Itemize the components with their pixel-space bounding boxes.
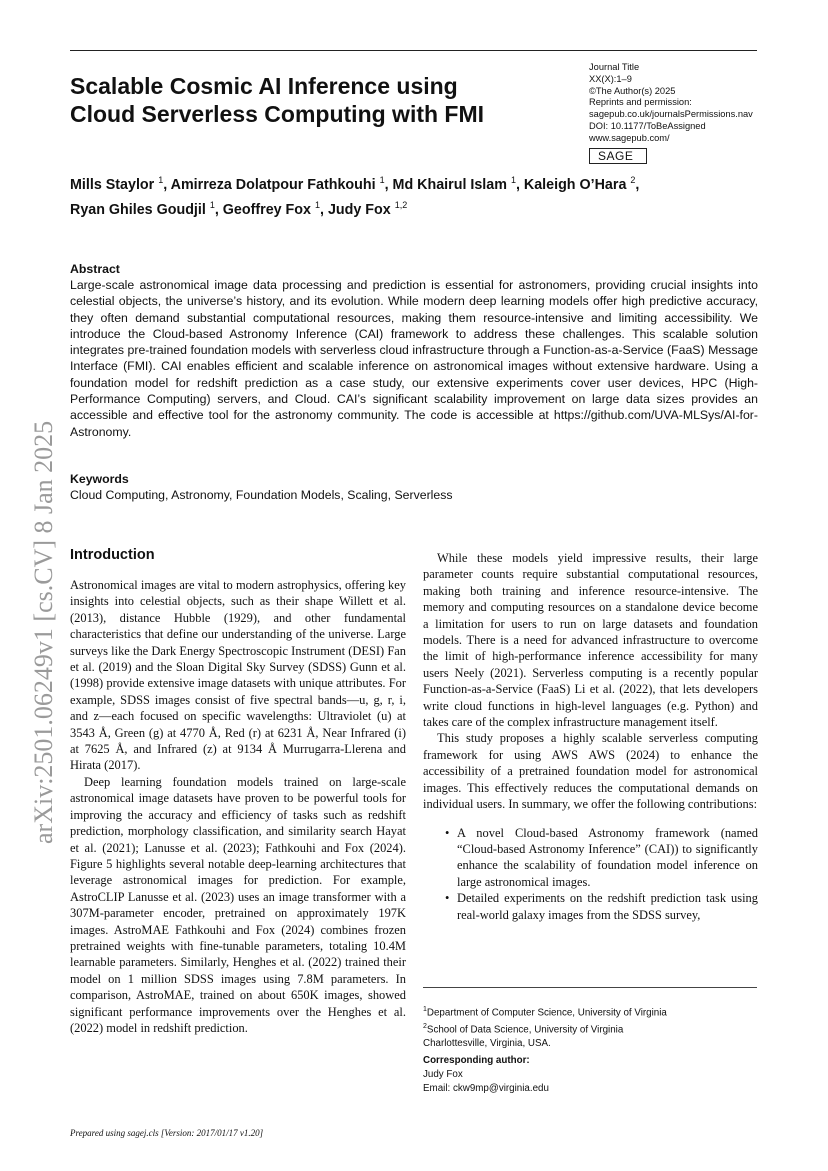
author-name: Judy Fox <box>327 201 391 218</box>
affiliation-line: Charlottesville, Virginia, USA. <box>423 1037 551 1049</box>
intro-paragraph-4: This study proposes a highly scalable serverless computing framework for using AWS AWS (2024) to enhance the accessibility of a pretrained foundation model for astronomical images. This effectively reduces the computational demands on individual users. In summary, we offer the following contributions: <box>423 731 758 812</box>
author-name: Kaleigh O’Hara <box>523 176 627 193</box>
journal-volume: XX(X):1–9 <box>589 73 632 84</box>
journal-doi: DOI: 10.1177/ToBeAssigned <box>589 120 706 131</box>
affiliation-line: $^2$School of Data Science, University of Virginia <box>423 1022 624 1036</box>
author-affiliation-mark: 1 <box>314 199 320 210</box>
keywords-text: Cloud Computing, Astronomy, Foundation Models, Scaling, Serverless <box>70 488 453 502</box>
affiliation-line: $^1$Department of Computer Science, University of Virginia <box>423 1006 667 1019</box>
intro-paragraph-2: Deep learning foundation models trained on large-scale astronomical image datasets have proven to be powerful tools for improving the accuracy and efficiency of tasks such as redshift prediction, morphology classification, and similarity search Hayat et al. (2021); Lanusse et al. (2023); Fathkouhi and Fox (2024). Figure 5 highlights several notable deep-learning architectures that leverage astronomical images for prediction. For example, AstroCLIP Lanusse et al. (2023) uses an image transformer with a 307M-parameter encoder, pretrained on approximately 197K images. AstroMAE Fathkouhi and Fox (2024) combines frozen pretrained weights with fine-tunable parameters, totaling 10.4M learnable parameters. Similarly, Henghes et al. (2022) trained their model on 1 million SDSS images using 7.8M parameters. In comparison, AstroMAE, trained on about 650K images, showed significant performance improvements over the Henghes et al. (2022) model in redshift prediction. <box>70 774 406 1035</box>
bullet-icon: • <box>445 825 450 840</box>
author-affiliation-mark: 1 <box>379 175 385 185</box>
affiliation-mark: 2 <box>423 1022 427 1030</box>
journal-copyright: ©The Author(s) 2025 <box>589 85 676 96</box>
journal-title: Journal Title <box>589 62 640 72</box>
contribution-text: A novel Cloud-based Astronomy framework (named “Cloud-based Astronomy Inference” (CAI)) to significantly enhance the scalability of foundation model inference on large astronomical images. <box>457 825 758 889</box>
keywords-heading: Keywords <box>70 472 129 486</box>
abstract-heading: Abstract <box>70 262 120 276</box>
author-name: Geoffrey Fox <box>222 201 311 218</box>
paper-title <box>70 72 550 128</box>
contributions-list <box>423 825 758 923</box>
author-affiliation-mark: 2 <box>630 175 636 185</box>
bullet-icon: • <box>445 891 450 906</box>
author-name: Mills Staylor <box>70 176 155 193</box>
author <box>171 177 385 193</box>
author-affiliation-mark: 1 <box>510 175 516 185</box>
affiliation-mark: 1 <box>423 1006 427 1013</box>
corresponding-email[interactable]: Email: ckw9mp@virginia.edu <box>423 1083 549 1094</box>
abstract-text: Large-scale astronomical image data processing and prediction is essential for astronomers, providing crucial insights into celestial objects, the universe’s history, and its evolution. While modern deep learning models offer high predictive accuracy, they often demand substantial computational resources, making them resource-intensive and limiting accessibility. We introduce the Cloud-based Astronomy Inference (CAI) framework to address these challenges. This scalable solution integrates pre-trained foundation models with serverless cloud infrastructure through a Function-as-a-Service (FaaS) Message Interface (FMI). CAI enables efficient and scalable inference on astronomical images without extensive hardware. Using a foundation model for redshift prediction as a case study, our extensive experiments cover user devices, HPC (High-Performance Computing) servers, and Cloud. CAI’s significant scalability improvement on large data sizes provides an accessible and effective tool for the astronomy community. The code is accessible at https://github.com/UVA-MLSys/AI-for-Astronomy. <box>70 278 758 439</box>
abstract-section <box>70 262 758 440</box>
corresponding-name: Judy Fox <box>423 1069 463 1080</box>
journal-metadata <box>589 62 769 164</box>
author-name: Ryan Ghiles Goudjil <box>70 201 206 218</box>
list-item <box>423 890 758 923</box>
author <box>222 199 320 218</box>
journal-reprints: Reprints and permission: <box>589 97 692 108</box>
author <box>70 199 215 218</box>
author <box>70 177 163 193</box>
intro-paragraph-1: Astronomical images are vital to modern astrophysics, offering key insights into celestial objects, such as their shape Willett et al. (2013), distance Hubble (1929), and other fundamental characteristics that define our understanding of the universe. Large surveys like the Dark Energy Spectroscopic Instrument (DESI) Fan et al. (2019) and the Sloan Digital Sky Survey (SDSS) Gunn et al. (1998) provide extensive image datasets with unique attributes. For example, SDSS images consist of five spectral bands—u, g, r, i, and z—each focused on specific wavelengths: Ultraviolet (u) at 3543 Å, Green (g) at 4770 Å, Red (r) at 6231 Å, Near Infrared (i) at 7625 Å, and Infrared (z) at 9134 Å Murrugarra-Llerena and Hirata (2017). <box>70 578 406 773</box>
title-line-1: Scalable Cosmic AI Inference using <box>70 73 458 99</box>
keywords-section <box>70 472 758 503</box>
journal-website-link[interactable]: www.sagepub.com/ <box>589 132 670 143</box>
footnote-rule <box>423 987 757 988</box>
introduction-heading: Introduction <box>70 547 155 563</box>
arxiv-identifier-stamp: arXiv:2501.06249v1 [cs.CV] 8 Jan 2025 <box>29 420 58 844</box>
author-affiliation-mark: 1 <box>209 199 215 210</box>
right-column <box>423 550 758 923</box>
title-line-2: Cloud Serverless Computing with FMI <box>70 101 485 127</box>
author-affiliation-mark: 1 <box>158 175 164 185</box>
affiliations <box>423 1003 763 1050</box>
corresponding-author <box>423 1054 763 1096</box>
journal-permissions-link[interactable]: sagepub.co.uk/journalsPermissions.nav <box>589 109 753 120</box>
author-name: Md Khairul Islam <box>392 176 507 193</box>
author <box>327 199 408 218</box>
top-rule <box>70 50 757 51</box>
contribution-text: Detailed experiments on the redshift prediction task using real-world galaxy images from the SDSS survey, <box>457 891 758 922</box>
author-name: Amirreza Dolatpour Fathkouhi <box>170 176 376 193</box>
author <box>524 177 636 193</box>
author-affiliation-mark: 1,2 <box>394 199 408 210</box>
left-column <box>70 577 406 1036</box>
sage-logo: SAGE <box>589 148 647 164</box>
author <box>393 177 516 193</box>
author-list: Mills Staylor $^1$, Amirreza Dolatpour Fathkouhi $^1$, Md Khairul Islam $^1$, Kaleigh O’Hara $^2$, Ryan Ghiles Goudjil $^1$, Geoffrey Fox $^1$, Judy Fox $^{1,2}$ <box>70 175 640 218</box>
page-footer: Prepared using sagej.cls [Version: 2017/01/17 v1.20] <box>70 1128 264 1138</box>
corresponding-label: Corresponding author: <box>423 1055 530 1066</box>
intro-paragraph-3: While these models yield impressive results, their large parameter counts require substantial computational resources, making both training and inference resource-intensive. The memory and computing resources on a standalone device become a limitation for users to run on large datasets and foundation models. There is a need for advanced infrastructure to overcome the limit of high-performance inference accessibility for many users Neely (2021). Serverless computing is a recently popular Function-as-a-Service (FaaS) Li et al. (2022), that lets developers write cloud functions in high-level languages (e.g. Python) and takes care of the complex infrastructure management itself. <box>423 551 758 730</box>
list-item <box>423 825 758 891</box>
